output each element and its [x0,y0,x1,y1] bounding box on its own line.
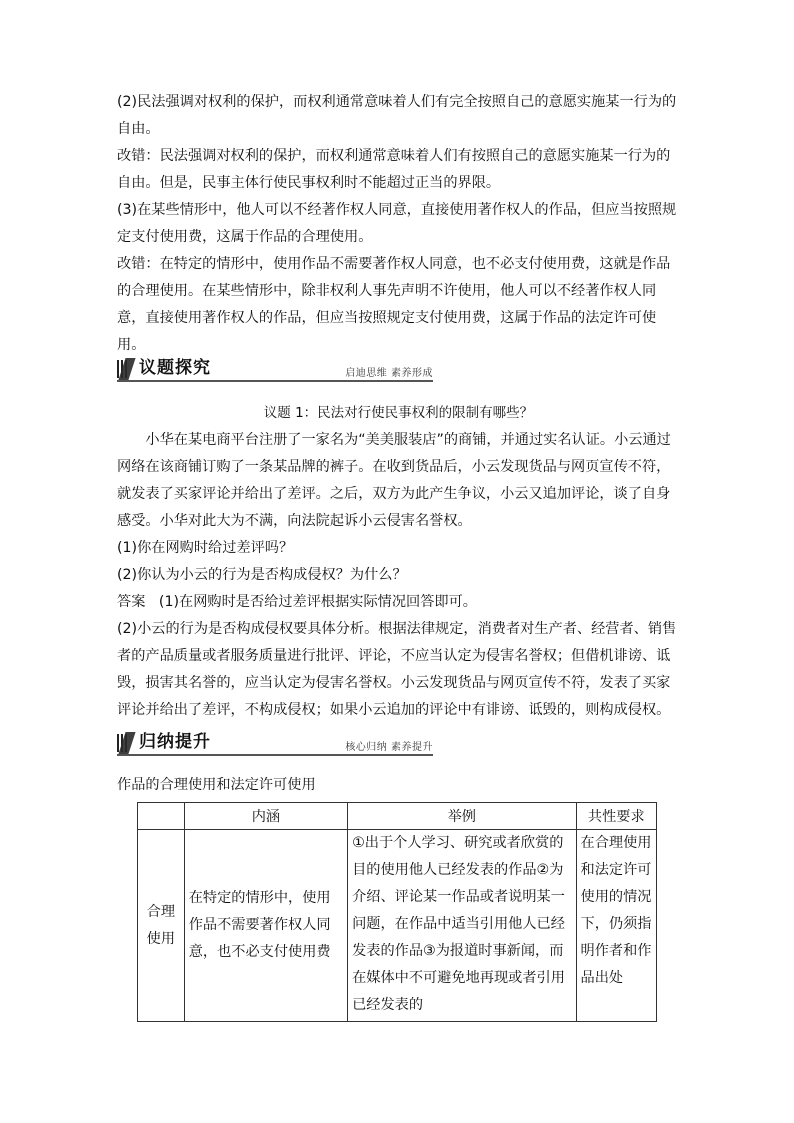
answer-2: (2)小云的行为是否构成侵权要具体分析。根据法律规定，消费者对生产者、经营者、销售者的产品质量或者服务质量进行批评、评论，不应当认定为侵害名誉权；但借机诽谤、诋毁，损害其名誉的，应当认定为侵害名誉权。小云发现货品与网页宣传不符，发表了买家评论并给出了差评，不构成侵权；如果小云追加的评论中有诽谤、诋毁的，则构成侵权。 [117,621,677,718]
case-story: 小华在某电商平台注册了一家名为“美美服装店”的商铺，并通过实名认证。小云通过网络在该商铺订购了一条某品牌的裤子。在收到货品后，小云发现货品与网页宣传不符，就发表了买家评论并给出了差评。之后，双方为此产生争议，小云又追加评论，谈了自身感受。小华对此大为不满，向法院起诉小云侵害名誉权。 [117,432,671,529]
meaning-cell: 在特定的情形中，使用作品不需要著作权人同意，也不必支付使用费 [184,830,347,1022]
correction-3: 改错：在特定的情形中，使用作品不需要著作权人同意，也不必支付使用费，这就是作品的合理使用。在某些情形中，除非权利人事先声明不许使用，他人可以不经著作权人同意，直接使用著作权人的作品，但应当按照规定支付使用费，这属于作品的法定许可使用。 [117,256,671,353]
header-cell [138,803,185,830]
question-1: (1)你在网购时给过差评吗？ [117,540,294,556]
table-header-row [138,803,657,830]
answer-1 [117,589,680,616]
section-header-explore [117,356,433,382]
answer-label: 答案 [117,594,146,610]
table-row [138,830,657,1022]
section-divider [117,380,433,382]
header-cell: 举例 [348,803,576,830]
statement-2: (2)民法强调对权利的保护，而权利通常意味着人们有完全按照自己的意愿实施某一行为的自由。 [117,94,677,137]
statement-3: (3)在某些情形中，他人可以不经著作权人同意，直接使用著作权人的作品，但应当按照规定支付使用费，这属于作品的合理使用。 [117,202,677,245]
answer-1-text: (1)在网购时是否给过差评根据实际情况回答即可。 [158,594,477,610]
header-cell: 内涵 [184,803,347,830]
usage-table [137,802,657,1022]
correction-block [117,89,680,359]
explore-block [117,400,680,724]
section-subtitle: 启迪思维 素养形成 [345,368,433,379]
section-title: 议题探究 [139,358,211,378]
section-divider [117,754,433,756]
examples-cell: ①出于个人学习、研究或者欣赏的目的使用他人已经发表的作品②为介绍、评论某一作品或者说明某一问题，在作品中适当引用他人已经发表的作品③为报道时事新闻，而在媒体中不可避免地再现或者引用已经发表的 [348,830,576,1022]
section-header-summary [117,730,433,756]
correction-2: 改错：民法强调对权利的保护，而权利通常意味着人们有按照自己的意愿实施某一行为的自由。但是，民事主体行使民事权利时不能超过正当的界限。 [117,148,671,191]
header-cell: 共性要求 [576,803,656,830]
row-label-cell: 合理使用 [138,830,185,1022]
section-subtitle: 核心归纳 素养提升 [345,742,433,753]
common-requirement-cell: 在合理使用和法定许可使用的情况下，仍须指明作者和作品出处 [576,830,656,1022]
question-2: (2)你认为小云的行为是否构成侵权？为什么？ [117,567,407,583]
table-caption: 作品的合理使用和法定许可使用 [117,777,316,793]
topic-heading: 议题 1：民法对行使民事权利的限制有哪些？ [263,405,534,421]
section-title: 归纳提升 [139,732,211,752]
